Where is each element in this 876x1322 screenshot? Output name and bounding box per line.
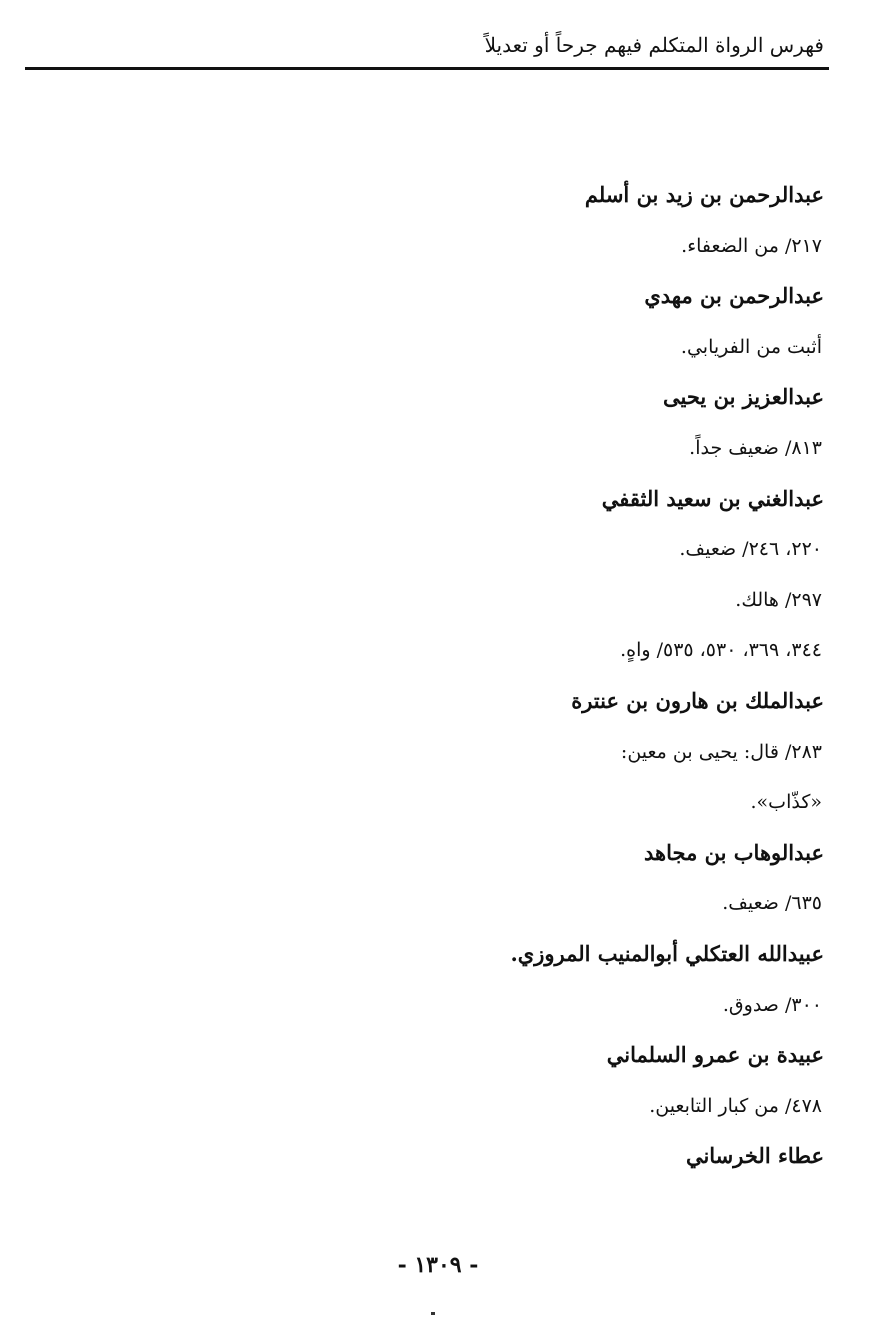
entry-note: ٨١٣/ ضعيف جداً. [689,436,822,459]
print-speck [431,1312,435,1315]
header-rule [25,67,829,70]
entry-name: عبدالوهاب بن مجاهد [644,839,824,865]
entry-note: ٢٢٠، ٢٤٦/ ضعيف. [679,538,822,561]
narrator-index-list [40,170,824,1182]
entry-note: ٤٧٨/ من كبار التابعين. [649,1094,822,1117]
entry-note: «كذّاب». [750,791,822,814]
entry-note: ٢٨٣/ قال: يحيى بن معين: [620,740,822,763]
entry-note: أثبت من الفريابي. [680,335,822,358]
entry-note: ٣٠٠/ صدوق. [722,993,822,1016]
entry-note: ٣٤٤، ٣٦٩، ٥٣٠، ٥٣٥/ واهٍ. [620,639,822,662]
page-number: - ١٣٠٩ - [397,1252,479,1278]
entry-name: عبدالرحمن بن مهدي [644,283,824,309]
entry-name: عبدالملك بن هارون بن عنترة [571,687,824,713]
entry-note: ٢١٧/ من الضعفاء. [681,234,822,257]
entry-name: عبيدالله العتكلي أبوالمنيب المروزي. [510,940,824,966]
entry-name: عبدالغني بن سعيد الثقفي [601,485,824,511]
entry-name: عبيدة بن عمرو السلماني [606,1042,824,1068]
running-head-title: فهرس الرواة المتكلم فيهم جرحاً أو تعديلاً [484,33,824,57]
entry-note: ٦٣٥/ ضعيف. [722,892,822,915]
entry-name: عطاء الخرساني [685,1143,824,1169]
entry-name: عبدالعزيز بن يحيى [663,384,824,410]
entry-note: ٢٩٧/ هالك. [735,588,822,611]
entry-name: عبدالرحمن بن زيد بن أسلم [584,182,824,207]
